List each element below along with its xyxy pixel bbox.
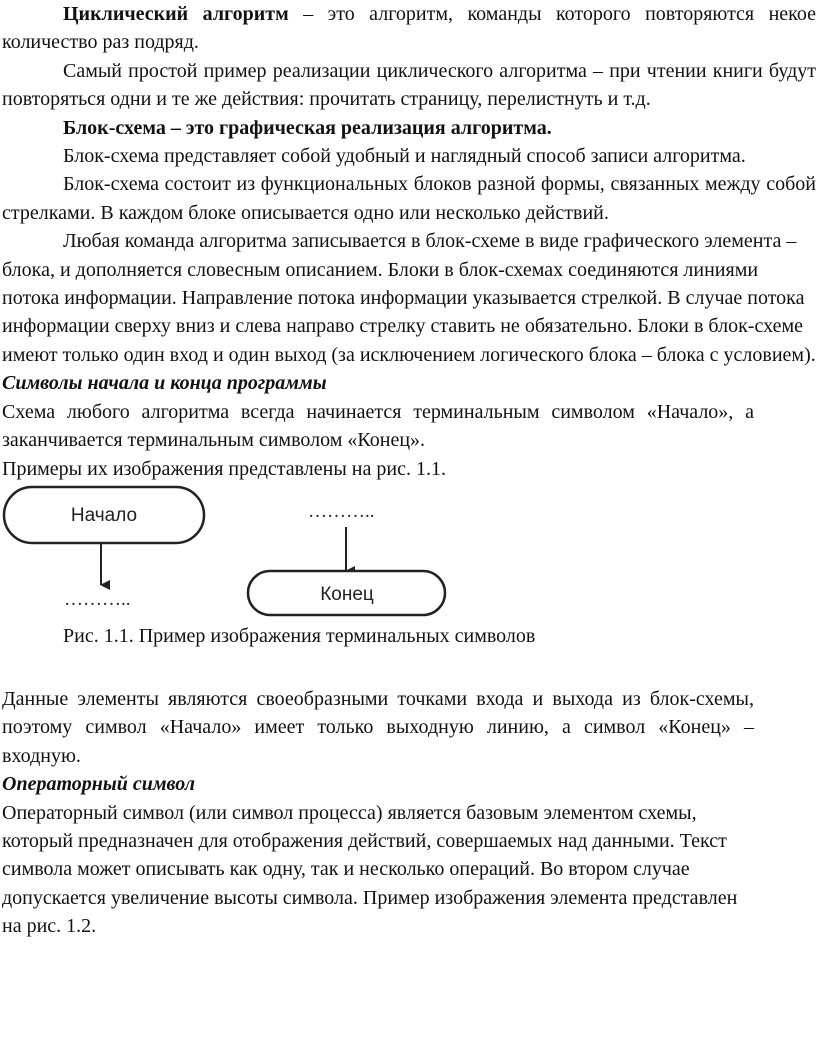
dots-left: ………..: [64, 588, 131, 610]
start-terminal: [4, 487, 204, 543]
entry-exit-paragraph: Данные элементы являются своеобразными точками входа и выхода из блок-схемы, поэтому символ «Начало» имеет только выходную линию, а символ «Конец» – входную.: [2, 687, 754, 767]
dots-right: ………..: [308, 500, 375, 522]
operator-paragraph: Операторный символ (или символ процесса) является базовым элементом схемы, который предназначен для отображения действий, совершаемых над данными. Текст символа может описывать как одну, так и несколько операций. Во втором случае допускается увеличение высоты символа. Пример изображения элемента представлен на рис. 1.2.: [2, 801, 738, 938]
intro-paragraph-4: Блок-схема представляет собой удобный и наглядный способ записи алгоритма.: [63, 145, 746, 168]
end-terminal: [248, 571, 445, 615]
operator-symbol-section: [2, 685, 754, 941]
section-heading-terminal: Символы начала и конца программы: [2, 372, 327, 395]
term-cyclic-algorithm: Циклический алгоритм: [63, 3, 289, 25]
terminal-symbols-diagram: [2, 483, 462, 618]
term-definition: – это алгоритм, команды которого повторяются некое количество раз подряд.: [2, 3, 816, 54]
figure-caption: Рис. 1.1. Пример изображения терминальных символов: [63, 624, 536, 647]
section-heading-operator: Операторный символ: [2, 773, 195, 796]
figure-terminal-symbols: [2, 483, 816, 661]
flowchart-definition: Блок-схема – это графическая реализация алгоритма.: [63, 116, 552, 139]
terminal-paragraph-1: Схема любого алгоритма всегда начинается терминальным символом «Начало», а заканчивается терминальным символом «Конец».: [2, 400, 754, 452]
intro-paragraph-1: [2, 0, 816, 57]
terminal-symbols-section: [2, 369, 754, 483]
end-terminal-label: Конец: [320, 583, 374, 605]
start-terminal-label: Начало: [70, 504, 138, 526]
intro-paragraph-2: Самый простой пример реализации циклического алгоритма – при чтении книги будут повторяться одни и те же действия: прочитать страницу, перелистнуть и т.д.: [2, 59, 816, 111]
terminal-paragraph-2: Примеры их изображения представлены на рис. 1.1.: [2, 457, 446, 480]
intro-paragraph-5: Блок-схема состоит из функциональных блоков разной формы, связанных между собой стрелками. В каждом блоке описывается одно или несколько действий.: [2, 173, 816, 224]
intro-paragraph-6: Любая команда алгоритма записывается в блок-схеме в виде графического элемента – блока, и дополняется словесным описанием. Блоки в блок-схемах соединяются линиями потока информации. Направление потока информации указывается стрелкой. В случае потока информации сверху вниз и слева направо стрелку ставить не обязательно. Блоки в блок-схеме имеют только один вход и один выход (за исключением логического блока – блока с условием).: [2, 230, 816, 366]
intro-section: [2, 0, 816, 369]
document-page: [2, 0, 816, 941]
spacer: [2, 661, 816, 685]
